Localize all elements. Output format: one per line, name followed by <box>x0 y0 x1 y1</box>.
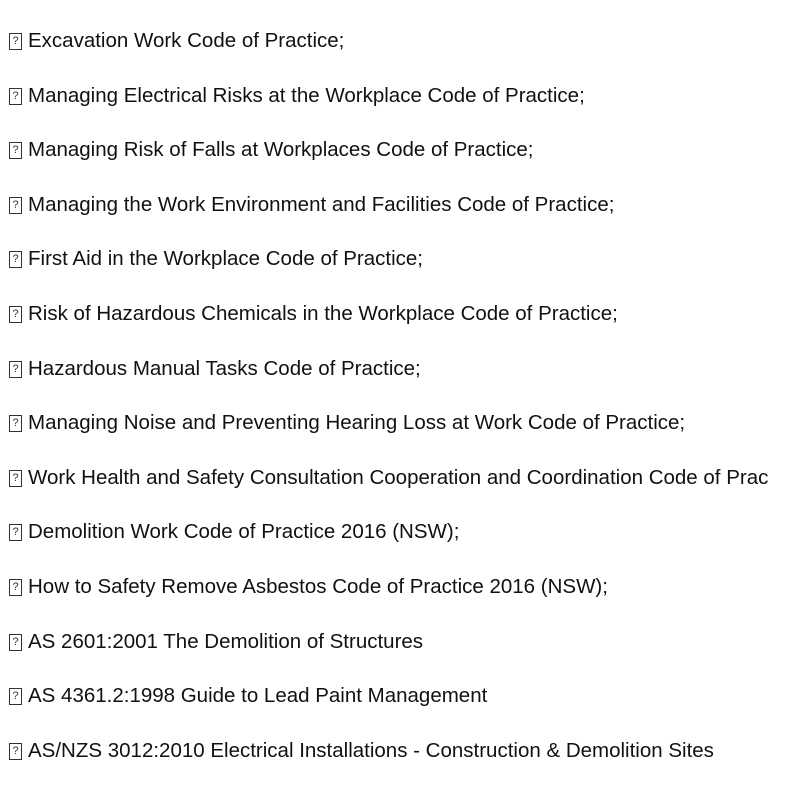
list-item <box>9 683 800 738</box>
missing-glyph-box-icon: ? <box>9 33 22 50</box>
missing-glyph-box-icon: ? <box>9 634 22 651</box>
list-item-text: AS/NZS 3012:2010 Electrical Installations - Construction & Demolition Sites <box>28 738 714 762</box>
missing-glyph-box-icon: ? <box>9 306 22 323</box>
list-item <box>9 83 800 138</box>
list-item <box>9 301 800 356</box>
list-item <box>9 519 800 574</box>
list-item-text: Managing Risk of Falls at Workplaces Code of Practice; <box>28 138 534 162</box>
list-item <box>9 629 800 684</box>
missing-glyph-box-icon: ? <box>9 197 22 214</box>
list-item <box>9 738 800 792</box>
list-item-text: Hazardous Manual Tasks Code of Practice; <box>28 356 421 380</box>
list-item <box>9 246 800 301</box>
list-item <box>9 356 800 411</box>
list-item <box>9 410 800 465</box>
list-item <box>9 192 800 247</box>
list-item-text: How to Safety Remove Asbestos Code of Practice 2016 (NSW); <box>28 574 608 598</box>
list-item-text: AS 4361.2:1998 Guide to Lead Paint Management <box>28 684 488 708</box>
list-item-text: First Aid in the Workplace Code of Practice; <box>28 247 423 271</box>
missing-glyph-box-icon: ? <box>9 415 22 432</box>
missing-glyph-box-icon: ? <box>9 142 22 159</box>
missing-glyph-box-icon: ? <box>9 743 22 760</box>
missing-glyph-box-icon: ? <box>9 688 22 705</box>
missing-glyph-box-icon: ? <box>9 361 22 378</box>
list-item-text: Risk of Hazardous Chemicals in the Workplace Code of Practice; <box>28 301 618 325</box>
missing-glyph-box-icon: ? <box>9 579 22 596</box>
missing-glyph-box-icon: ? <box>9 88 22 105</box>
document-bullet-list <box>9 28 800 792</box>
missing-glyph-box-icon: ? <box>9 524 22 541</box>
list-item <box>9 465 800 520</box>
list-item-text: Excavation Work Code of Practice; <box>28 29 345 52</box>
missing-glyph-box-icon: ? <box>9 470 22 487</box>
missing-glyph-box-icon: ? <box>9 251 22 268</box>
list-item-text: Managing the Work Environment and Facilities Code of Practice; <box>28 192 615 216</box>
list-item-text: Work Health and Safety Consultation Cooperation and Coordination Code of Prac <box>28 465 769 489</box>
list-item <box>9 28 800 83</box>
list-item-text: Demolition Work Code of Practice 2016 (NSW); <box>28 520 460 544</box>
list-item-text: Managing Noise and Preventing Hearing Loss at Work Code of Practice; <box>28 411 686 435</box>
list-item-text: AS 2601:2001 The Demolition of Structures <box>28 629 424 653</box>
list-item <box>9 574 800 629</box>
list-item <box>9 137 800 192</box>
list-item-text: Managing Electrical Risks at the Workplace Code of Practice; <box>28 83 585 107</box>
